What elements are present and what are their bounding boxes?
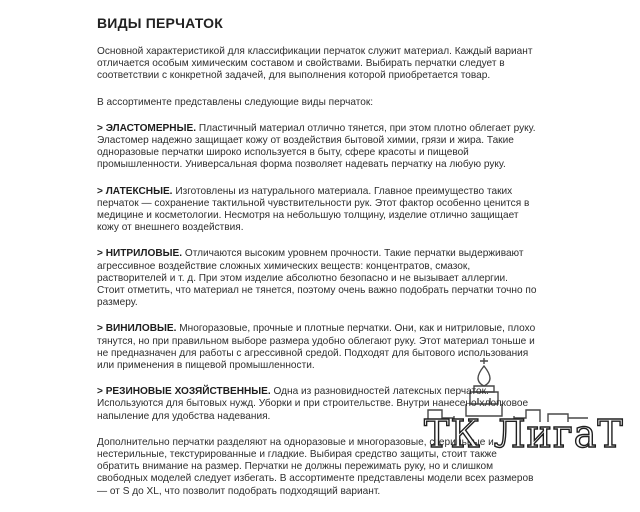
outro-paragraph: Дополнительно перчатки разделяют на одноразовые и многоразовые, стерильные и нестерильные, текстурированные и гладкие. Выбирая средство защиты, стоит также обратить внимание на размер. Перчатки не должны пережимать руку, но и слишком свободных моделей следует избегать. В ассортименте представлены модели всех размеров — от S до XL, что позволит подобрать подходящий вариант. <box>97 436 534 497</box>
type-nitrile <box>97 248 537 309</box>
assortment-intro: В ассортименте представлены следующие виды перчаток: <box>97 96 374 108</box>
page-title: ВИДЫ ПЕРЧАТОК <box>97 15 223 31</box>
type-text: Одна из разновидностей латексных перчаток. Используются для бытовых нужд. Уборки и при строительстве. Внутри нанесено хлопковое напыление для удобства надевания. <box>97 386 529 422</box>
type-rubber <box>97 386 537 423</box>
type-heading: > РЕЗИНОВЫЕ ХОЗЯЙСТВЕННЫЕ. <box>97 386 271 398</box>
type-heading: > НИТРИЛОВЫЕ. <box>97 248 183 260</box>
type-text: Отличаются высоким уровнем прочности. Такие перчатки выдерживают агрессивное воздействие сложных химических веществ: концентратов, смазок, растворителей и т. д. При этом изделие абсолютно безопасно и не вызывает аллергии. Стоит отметить, что материал не тянется, поэтому очень важно подобрать перчатки точно по размеру. <box>97 248 537 309</box>
type-vinyl <box>97 323 537 372</box>
watermark-text: ТК ЛигаТ <box>424 412 624 456</box>
type-text: Многоразовые, прочные и плотные перчатки. Они, как и нитриловые, плохо тянутся, но при правильном выборе размера удобно облегают руку. Этот материал тоньше и не предназначен для работы с агрессивной средой. Подходят для бытового использования или применения в пищевой промышленности. <box>97 323 536 372</box>
type-heading: > ЛАТЕКСНЫЕ. <box>97 185 173 197</box>
intro-paragraph: Основной характеристикой для классификации перчаток служит материал. Каждый вариант отличается особым химическим составом и свойствами. Выбирать перчатки следует в соответствии с конкретной задачей, для выполнения которой приобретается товар. <box>97 46 533 82</box>
type-heading: > ЭЛАСТОМЕРНЫЕ. <box>97 122 196 134</box>
article <box>97 14 537 512</box>
type-text: Пластичный материал отлично тянется, при этом плотно облегает руку. Эластомер надежно защищает кожу от воздействия бытовой химии, грязи и жира. Такие одноразовые перчатки широко используется в быту, сфере красоты и пищевой промышленности. Универсальная форма позволяет надевать перчатку на любую руку. <box>97 122 536 171</box>
type-heading: > ВИНИЛОВЫЕ. <box>97 323 177 335</box>
type-latex <box>97 186 537 235</box>
type-elastomer <box>97 123 537 172</box>
type-text: Изготовлены из натурального материала. Главное преимущество таких перчаток — сохранение тактильной чувствительности рук. Этот фактор особенно ценится в медицине и косметологии. Несмотря на небольшую толщину, изделие отлично защищает кожу от внешнего воздействия. <box>97 185 530 234</box>
